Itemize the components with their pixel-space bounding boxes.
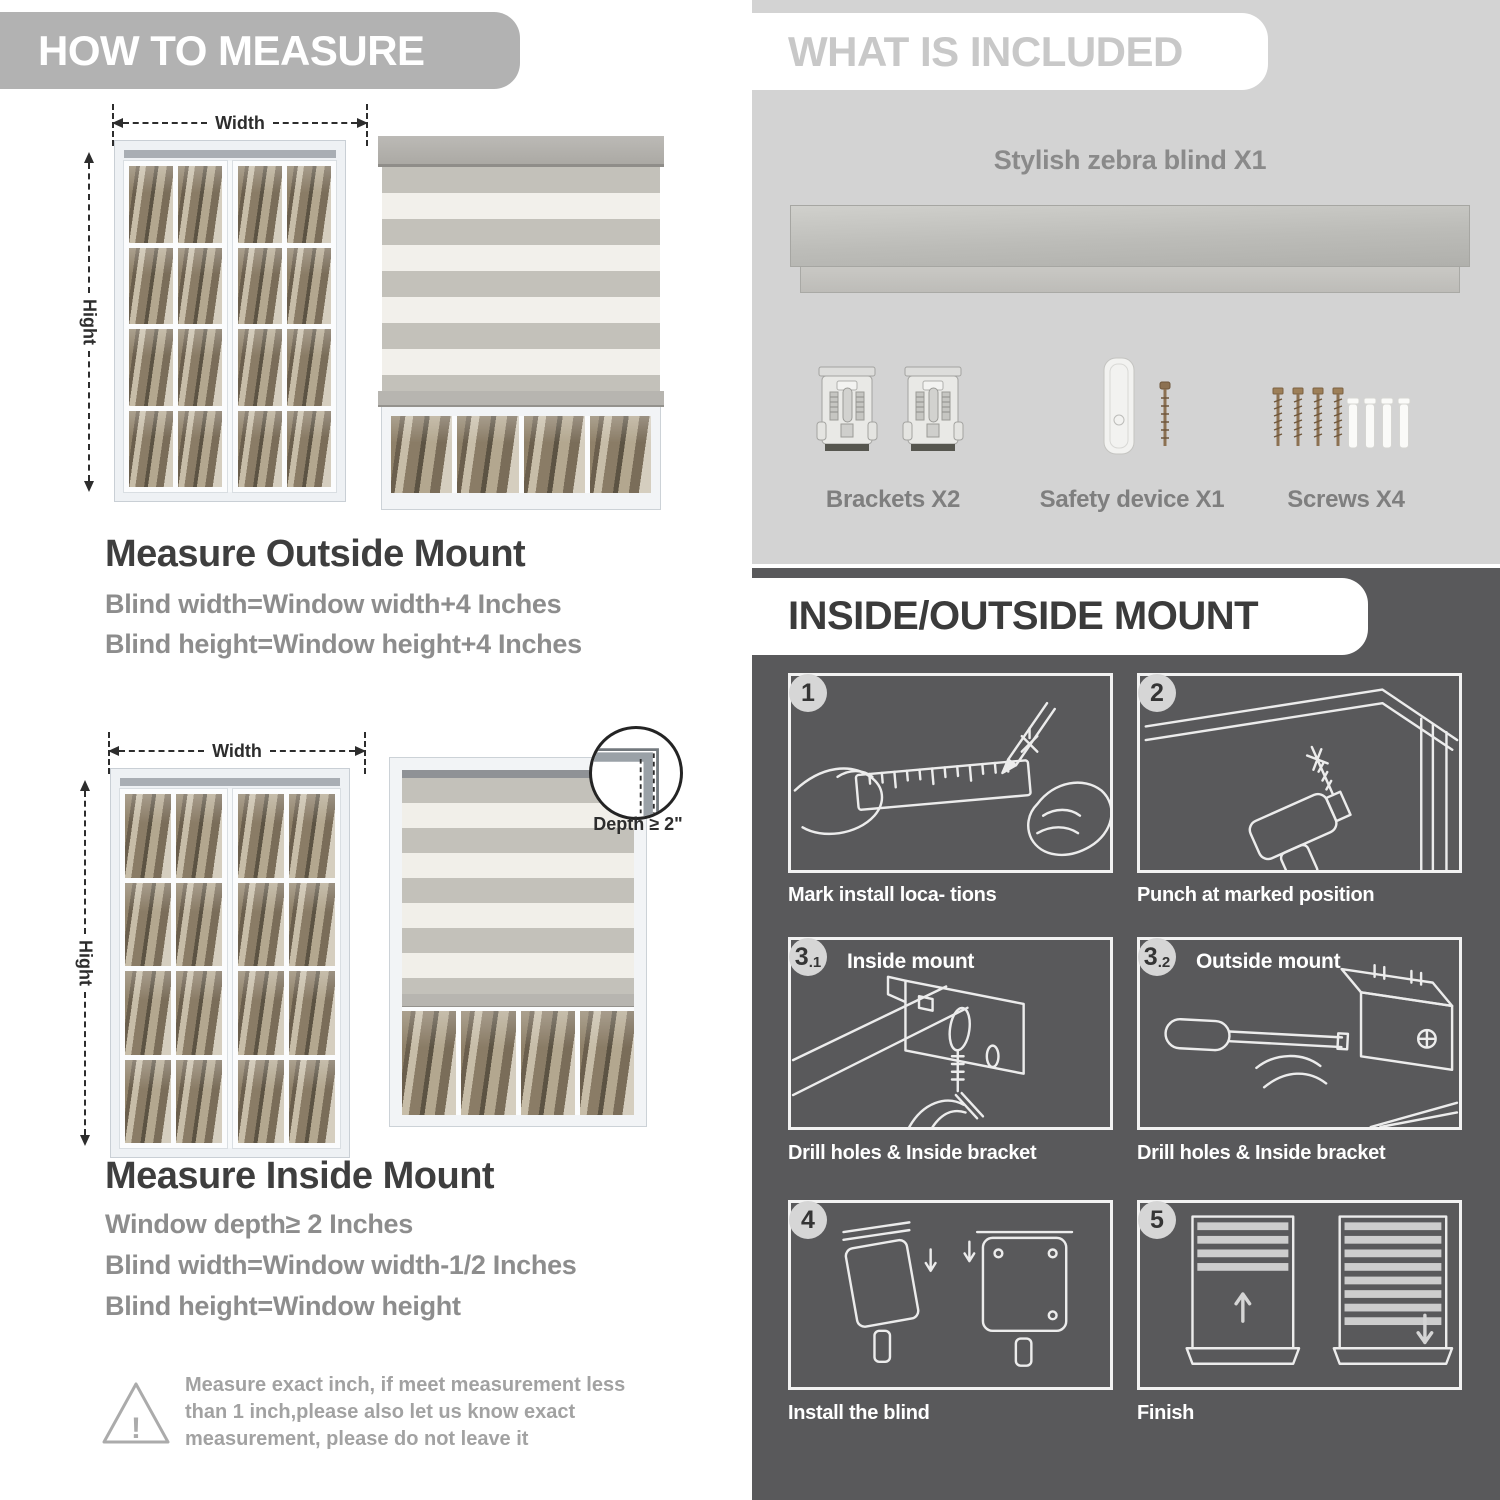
step-badge: 4 bbox=[789, 1201, 827, 1239]
outside-formula-width: Blind width=Window width+4 Inches bbox=[105, 589, 562, 619]
product-label: Stylish zebra blind X1 bbox=[993, 145, 1267, 175]
height-arrow bbox=[78, 152, 100, 492]
depth-label: Depth ≥ 2" bbox=[593, 814, 683, 834]
warning-text: Measure exact inch, if meet measurement less than 1 inch,please also let us know exact measurement, please do not leave it bbox=[185, 1374, 626, 1450]
zebra-blind-illustration-outside bbox=[382, 136, 660, 509]
extension-line bbox=[364, 732, 366, 774]
step-badge: 3 .2 bbox=[1138, 938, 1176, 976]
safety-device-icon bbox=[1096, 356, 1196, 460]
step-panel-3-2 bbox=[1137, 937, 1462, 1130]
screws-icon bbox=[1270, 386, 1420, 464]
window-casement bbox=[233, 789, 340, 1148]
mount-title: INSIDE/OUTSIDE MOUNT bbox=[788, 594, 1259, 638]
window-top-frame bbox=[124, 150, 336, 158]
window-illustration-inside bbox=[110, 768, 350, 1158]
arrow-up-icon bbox=[84, 152, 94, 163]
inside-mount-heading: Measure Inside Mount bbox=[105, 1155, 495, 1197]
what-is-included-title: WHAT IS INCLUDED bbox=[788, 28, 1183, 75]
how-to-measure-header bbox=[0, 12, 520, 89]
outside-mount-heading: Measure Outside Mount bbox=[105, 533, 526, 575]
component-label-brackets: Brackets X2 bbox=[825, 486, 961, 513]
extension-line bbox=[366, 104, 368, 146]
window-corner-depth-icon bbox=[592, 729, 680, 817]
step3-2-title: Outside mount bbox=[1196, 950, 1341, 973]
step3-1-caption: Drill holes & Inside bracket bbox=[788, 1142, 1037, 1164]
height-label: Hight bbox=[75, 940, 96, 986]
brackets-icon bbox=[815, 364, 879, 458]
width-label: Width bbox=[212, 740, 262, 761]
step3-2-caption: Drill holes & Inside bracket bbox=[1137, 1142, 1386, 1164]
window-panes-under-blind bbox=[402, 1007, 634, 1115]
width-label: Width bbox=[215, 112, 265, 133]
inside-outside-mount-header bbox=[752, 578, 1368, 655]
step-badge: 3 .1 bbox=[789, 938, 827, 976]
height-label: Hight bbox=[79, 299, 100, 345]
outside-formula-height: Blind height=Window height+4 Inches bbox=[105, 629, 582, 659]
step-panel-4 bbox=[788, 1200, 1113, 1390]
step5-caption: Finish bbox=[1137, 1402, 1195, 1424]
arrow-down-icon bbox=[80, 1135, 90, 1146]
step-badge: 5 bbox=[1138, 1201, 1176, 1239]
step1-mark-locations-illustration bbox=[791, 676, 1110, 870]
arrow-up-icon bbox=[80, 780, 90, 791]
step-panel-2 bbox=[1137, 673, 1462, 873]
height-arrow bbox=[74, 780, 96, 1146]
depth-callout bbox=[589, 726, 683, 820]
blind-headrail bbox=[378, 136, 664, 167]
component-label-safety-device: Safety device X1 bbox=[1039, 486, 1225, 513]
window-casement bbox=[120, 789, 227, 1148]
inside-formula-depth: Window depth≥ 2 Inches bbox=[105, 1209, 413, 1239]
inside-formula-width: Blind width=Window width-1/2 Inches bbox=[105, 1250, 577, 1280]
window-casement bbox=[124, 161, 227, 492]
window-casement bbox=[233, 161, 336, 492]
arrow-down-icon bbox=[84, 481, 94, 492]
brackets-icon bbox=[901, 364, 965, 458]
step-badge: 1 bbox=[789, 674, 827, 712]
component-label-screws: Screws X4 bbox=[1287, 486, 1405, 513]
step4-caption: Install the blind bbox=[788, 1402, 930, 1424]
how-to-measure-title: HOW TO MEASURE bbox=[38, 27, 425, 74]
blind-stripes bbox=[402, 778, 634, 994]
headrail-image bbox=[790, 205, 1470, 293]
width-arrow bbox=[112, 112, 368, 134]
warning-exclamation: ! bbox=[131, 1412, 141, 1445]
window-top-frame bbox=[120, 778, 340, 786]
step-panel-3-1 bbox=[788, 937, 1113, 1130]
window-under-blind bbox=[382, 407, 660, 509]
step2-caption: Punch at marked position bbox=[1137, 884, 1375, 906]
step-panel-5 bbox=[1137, 1200, 1462, 1390]
step3-1-title: Inside mount bbox=[847, 950, 975, 973]
blind-stripes bbox=[382, 167, 660, 391]
step1-caption: Mark install loca- tions bbox=[788, 884, 997, 906]
step4-install-blind-illustration bbox=[791, 1203, 1110, 1387]
window-illustration-outside bbox=[114, 140, 346, 502]
what-is-included-header bbox=[752, 13, 1268, 90]
blind-bottomrail bbox=[402, 994, 634, 1007]
step-badge: 2 bbox=[1138, 674, 1176, 712]
inside-formula-height: Blind height=Window height bbox=[105, 1291, 461, 1321]
width-arrow bbox=[108, 740, 366, 762]
blind-bottomrail bbox=[378, 391, 664, 407]
step2-drill-illustration bbox=[1140, 676, 1459, 870]
step-panel-1 bbox=[788, 673, 1113, 873]
step5-finish-illustration bbox=[1140, 1203, 1459, 1387]
